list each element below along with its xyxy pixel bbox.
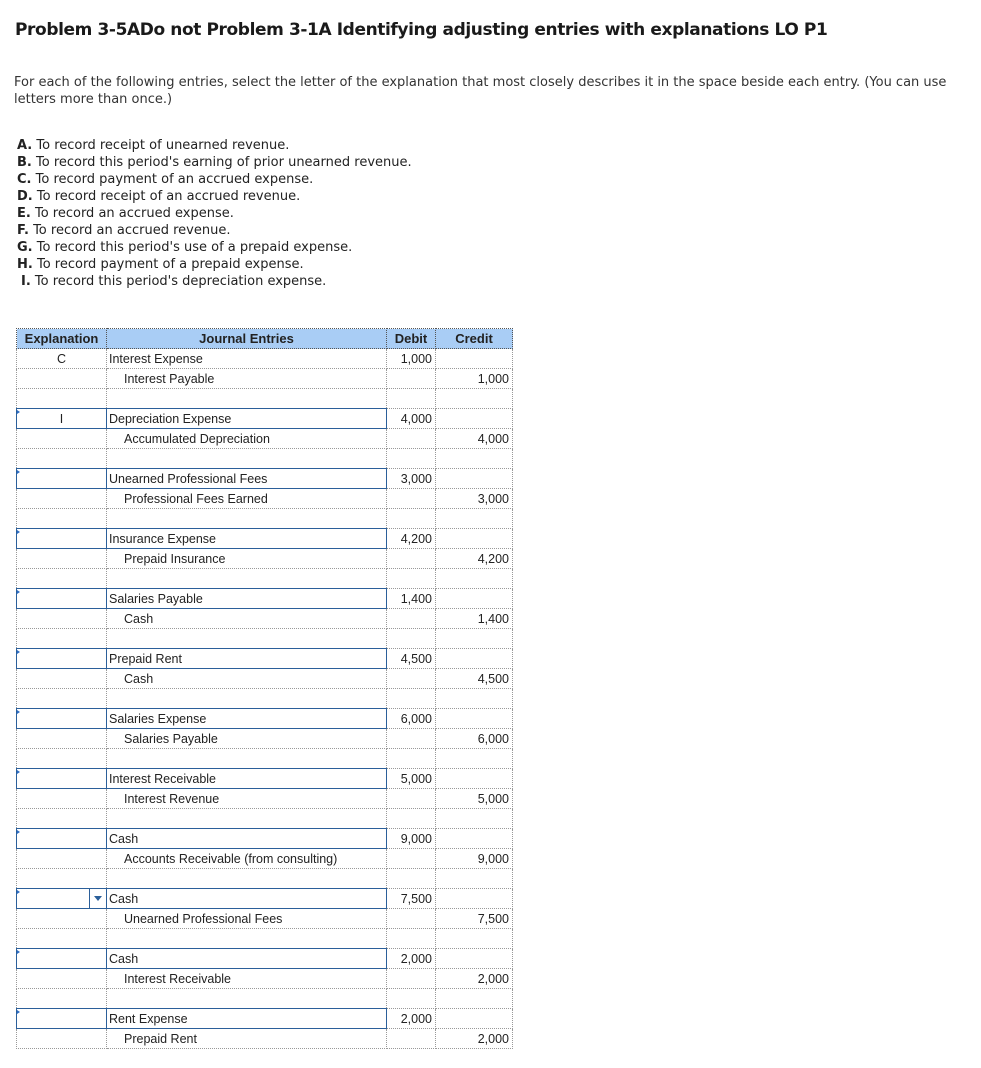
option-d xyxy=(17,188,412,205)
debit-amount: 6,000 xyxy=(387,709,436,729)
debit-account: Salaries Expense xyxy=(107,709,387,729)
explanation-options-list xyxy=(17,137,412,290)
empty-cell xyxy=(436,869,513,889)
spacer-row xyxy=(17,509,513,529)
option-letter: D. xyxy=(17,189,33,204)
table-row xyxy=(17,1029,513,1049)
explanation-select[interactable] xyxy=(17,829,107,849)
debit-credit-empty xyxy=(436,889,513,909)
explanation-select[interactable] xyxy=(17,889,107,909)
empty-cell xyxy=(17,969,107,989)
header-debit: Debit xyxy=(387,329,436,349)
option-letter: F. xyxy=(17,223,29,238)
option-text: To record this period's use of a prepaid expense. xyxy=(36,240,353,255)
table-row xyxy=(17,1009,513,1029)
debit-amount: 5,000 xyxy=(387,769,436,789)
debit-account: Prepaid Rent xyxy=(107,649,387,669)
credit-account: Salaries Payable xyxy=(107,729,387,749)
option-text: To record an accrued expense. xyxy=(34,206,234,221)
table-row xyxy=(17,769,513,789)
empty-cell xyxy=(387,449,436,469)
empty-cell xyxy=(17,689,107,709)
table-row xyxy=(17,429,513,449)
empty-cell xyxy=(387,749,436,769)
debit-credit-empty xyxy=(436,1009,513,1029)
option-text: To record an accrued revenue. xyxy=(33,223,231,238)
answer-flag-icon xyxy=(17,529,21,537)
explanation-select[interactable] xyxy=(17,529,107,549)
spacer-row xyxy=(17,629,513,649)
empty-cell xyxy=(387,989,436,1009)
credit-amount: 2,000 xyxy=(436,1029,513,1049)
credit-account: Interest Payable xyxy=(107,369,387,389)
empty-cell xyxy=(17,509,107,529)
table-row xyxy=(17,469,513,489)
credit-amount: 1,000 xyxy=(436,369,513,389)
credit-debit-empty xyxy=(387,669,436,689)
credit-amount: 4,200 xyxy=(436,549,513,569)
empty-cell xyxy=(17,609,107,629)
table-row xyxy=(17,409,513,429)
answer-flag-icon xyxy=(17,949,21,957)
credit-debit-empty xyxy=(387,729,436,749)
credit-account: Cash xyxy=(107,609,387,629)
empty-cell xyxy=(17,869,107,889)
option-letter: C. xyxy=(17,172,32,187)
answer-flag-icon xyxy=(17,709,21,717)
credit-amount: 6,000 xyxy=(436,729,513,749)
table-row xyxy=(17,489,513,509)
credit-amount: 3,000 xyxy=(436,489,513,509)
option-h xyxy=(17,256,412,273)
option-letter: G. xyxy=(17,240,33,255)
debit-amount: 1,400 xyxy=(387,589,436,609)
table-row xyxy=(17,949,513,969)
chevron-down-icon[interactable] xyxy=(89,889,106,908)
credit-account: Prepaid Insurance xyxy=(107,549,387,569)
explanation-select[interactable] xyxy=(17,349,107,369)
option-text: To record payment of an accrued expense. xyxy=(35,172,314,187)
header-explanation: Explanation xyxy=(17,329,107,349)
empty-cell xyxy=(387,689,436,709)
option-e xyxy=(17,205,412,222)
debit-amount: 2,000 xyxy=(387,949,436,969)
empty-cell xyxy=(436,509,513,529)
empty-cell xyxy=(17,929,107,949)
explanation-select[interactable] xyxy=(17,1009,107,1029)
table-row xyxy=(17,909,513,929)
credit-account: Unearned Professional Fees xyxy=(107,909,387,929)
empty-cell xyxy=(17,1029,107,1049)
answer-flag-icon xyxy=(17,769,21,777)
empty-cell xyxy=(436,389,513,409)
option-letter: B. xyxy=(17,155,32,170)
empty-cell xyxy=(17,369,107,389)
answer-flag-icon xyxy=(17,1009,21,1017)
option-letter: A. xyxy=(17,138,33,153)
explanation-value: C xyxy=(56,351,67,366)
debit-account: Insurance Expense xyxy=(107,529,387,549)
debit-amount: 4,000 xyxy=(387,409,436,429)
debit-credit-empty xyxy=(436,349,513,369)
empty-cell xyxy=(107,929,387,949)
table-row xyxy=(17,369,513,389)
empty-cell xyxy=(17,809,107,829)
empty-cell xyxy=(107,629,387,649)
explanation-select[interactable] xyxy=(17,409,107,429)
empty-cell xyxy=(17,389,107,409)
credit-account: Prepaid Rent xyxy=(107,1029,387,1049)
credit-account: Accumulated Depreciation xyxy=(107,429,387,449)
option-text: To record receipt of unearned revenue. xyxy=(36,138,290,153)
debit-account: Depreciation Expense xyxy=(107,409,387,429)
credit-account: Professional Fees Earned xyxy=(107,489,387,509)
credit-amount: 1,400 xyxy=(436,609,513,629)
credit-debit-empty xyxy=(387,789,436,809)
credit-debit-empty xyxy=(387,849,436,869)
debit-amount: 9,000 xyxy=(387,829,436,849)
debit-account: Cash xyxy=(107,889,387,909)
spacer-row xyxy=(17,569,513,589)
table-row xyxy=(17,889,513,909)
empty-cell xyxy=(107,869,387,889)
empty-cell xyxy=(387,509,436,529)
option-a xyxy=(17,137,412,154)
debit-account: Interest Expense xyxy=(107,349,387,369)
credit-amount: 7,500 xyxy=(436,909,513,929)
spacer-row xyxy=(17,689,513,709)
table-row xyxy=(17,649,513,669)
answer-flag-icon xyxy=(17,829,21,837)
empty-cell xyxy=(387,569,436,589)
table-row xyxy=(17,729,513,749)
empty-cell xyxy=(17,429,107,449)
empty-cell xyxy=(436,929,513,949)
spacer-row xyxy=(17,749,513,769)
empty-cell xyxy=(17,569,107,589)
header-journal-entries: Journal Entries xyxy=(107,329,387,349)
answer-flag-icon xyxy=(17,589,21,597)
option-text: To record this period's earning of prior unearned revenue. xyxy=(36,155,412,170)
empty-cell xyxy=(387,389,436,409)
option-text: To record receipt of an accrued revenue. xyxy=(36,189,301,204)
table-row xyxy=(17,669,513,689)
empty-cell xyxy=(107,569,387,589)
table-row xyxy=(17,549,513,569)
option-b xyxy=(17,154,412,171)
debit-credit-empty xyxy=(436,589,513,609)
option-i xyxy=(17,273,412,290)
debit-credit-empty xyxy=(436,829,513,849)
empty-cell xyxy=(436,749,513,769)
option-letter: E. xyxy=(17,206,31,221)
credit-amount: 5,000 xyxy=(436,789,513,809)
empty-cell xyxy=(387,809,436,829)
credit-account: Accounts Receivable (from consulting) xyxy=(107,849,387,869)
answer-flag-icon xyxy=(17,649,21,657)
credit-account: Interest Revenue xyxy=(107,789,387,809)
spacer-row xyxy=(17,989,513,1009)
debit-amount: 7,500 xyxy=(387,889,436,909)
explanation-select[interactable] xyxy=(17,949,107,969)
debit-account: Unearned Professional Fees xyxy=(107,469,387,489)
empty-cell xyxy=(436,629,513,649)
debit-account: Cash xyxy=(107,829,387,849)
empty-cell xyxy=(436,569,513,589)
spacer-row xyxy=(17,449,513,469)
instructions-text: For each of the following entries, select the letter of the explanation that most closely describes it in the space beside each entry. (You can use letters more than once.) xyxy=(14,75,947,107)
table-row xyxy=(17,609,513,629)
table-row xyxy=(17,849,513,869)
debit-account: Cash xyxy=(107,949,387,969)
empty-cell xyxy=(107,989,387,1009)
explanation-select[interactable] xyxy=(17,589,107,609)
debit-credit-empty xyxy=(436,709,513,729)
debit-amount: 4,200 xyxy=(387,529,436,549)
empty-cell xyxy=(17,489,107,509)
empty-cell xyxy=(436,449,513,469)
debit-credit-empty xyxy=(436,769,513,789)
explanation-select[interactable] xyxy=(17,469,107,489)
debit-amount: 2,000 xyxy=(387,1009,436,1029)
header-credit: Credit xyxy=(436,329,513,349)
empty-cell xyxy=(17,989,107,1009)
empty-cell xyxy=(17,669,107,689)
empty-cell xyxy=(17,749,107,769)
answer-flag-icon xyxy=(17,409,21,417)
explanation-select[interactable] xyxy=(17,649,107,669)
empty-cell xyxy=(17,729,107,749)
table-row xyxy=(17,829,513,849)
debit-account: Interest Receivable xyxy=(107,769,387,789)
option-g xyxy=(17,239,412,256)
table-row xyxy=(17,789,513,809)
debit-amount: 3,000 xyxy=(387,469,436,489)
debit-credit-empty xyxy=(436,469,513,489)
option-letter: H. xyxy=(17,257,33,272)
spacer-row xyxy=(17,809,513,829)
option-c xyxy=(17,171,412,188)
option-f xyxy=(17,222,412,239)
debit-amount: 4,500 xyxy=(387,649,436,669)
credit-debit-empty xyxy=(387,969,436,989)
credit-debit-empty xyxy=(387,609,436,629)
answer-flag-icon xyxy=(17,889,21,897)
credit-account: Interest Receivable xyxy=(107,969,387,989)
empty-cell xyxy=(107,509,387,529)
empty-cell xyxy=(107,809,387,829)
debit-credit-empty xyxy=(436,529,513,549)
empty-cell xyxy=(17,849,107,869)
empty-cell xyxy=(107,389,387,409)
table-row xyxy=(17,709,513,729)
credit-account: Cash xyxy=(107,669,387,689)
empty-cell xyxy=(436,989,513,1009)
empty-cell xyxy=(107,449,387,469)
empty-cell xyxy=(387,929,436,949)
table-row xyxy=(17,589,513,609)
credit-debit-empty xyxy=(387,429,436,449)
credit-amount: 4,500 xyxy=(436,669,513,689)
explanation-select[interactable] xyxy=(17,769,107,789)
answer-flag-icon xyxy=(17,469,21,477)
empty-cell xyxy=(17,909,107,929)
explanation-value: I xyxy=(59,411,64,426)
table-row xyxy=(17,529,513,549)
credit-debit-empty xyxy=(387,549,436,569)
spacer-row xyxy=(17,389,513,409)
debit-credit-empty xyxy=(436,649,513,669)
credit-debit-empty xyxy=(387,1029,436,1049)
empty-cell xyxy=(436,809,513,829)
journal-entries-table xyxy=(16,328,513,1049)
empty-cell xyxy=(436,689,513,709)
empty-cell xyxy=(17,449,107,469)
journal-entries-body xyxy=(17,349,513,1049)
option-text: To record payment of a prepaid expense. xyxy=(36,257,304,272)
credit-debit-empty xyxy=(387,369,436,389)
credit-amount: 4,000 xyxy=(436,429,513,449)
debit-credit-empty xyxy=(436,949,513,969)
debit-credit-empty xyxy=(436,409,513,429)
explanation-select[interactable] xyxy=(17,709,107,729)
credit-amount: 2,000 xyxy=(436,969,513,989)
page-title: Problem 3-5ADo not Problem 3-1A Identifying adjusting entries with explanations LO P1 xyxy=(15,20,828,40)
table-row xyxy=(17,349,513,369)
empty-cell xyxy=(17,789,107,809)
debit-account: Rent Expense xyxy=(107,1009,387,1029)
empty-cell xyxy=(387,629,436,649)
spacer-row xyxy=(17,869,513,889)
empty-cell xyxy=(17,629,107,649)
debit-account: Salaries Payable xyxy=(107,589,387,609)
empty-cell xyxy=(107,689,387,709)
spacer-row xyxy=(17,929,513,949)
table-row xyxy=(17,969,513,989)
credit-amount: 9,000 xyxy=(436,849,513,869)
empty-cell xyxy=(107,749,387,769)
option-letter: I. xyxy=(21,274,31,289)
empty-cell xyxy=(17,549,107,569)
empty-cell xyxy=(387,869,436,889)
debit-amount: 1,000 xyxy=(387,349,436,369)
credit-debit-empty xyxy=(387,489,436,509)
table-header-row xyxy=(17,329,513,349)
credit-debit-empty xyxy=(387,909,436,929)
option-text: To record this period's depreciation expense. xyxy=(34,274,327,289)
